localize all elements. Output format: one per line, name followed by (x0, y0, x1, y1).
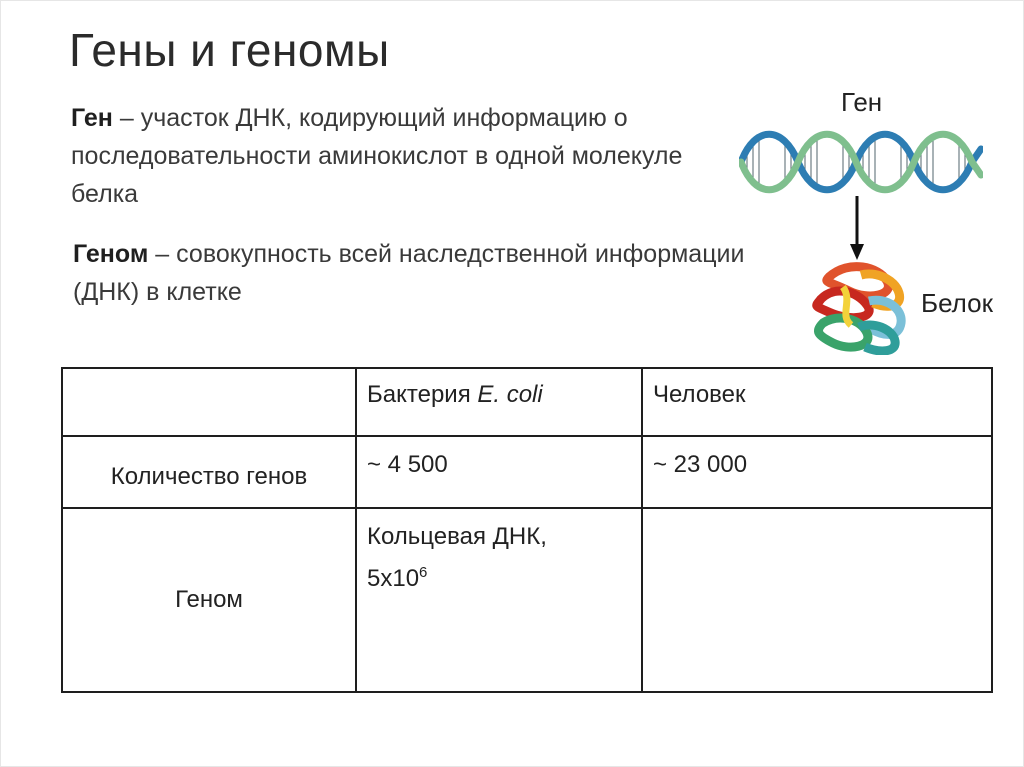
down-arrow-icon (847, 196, 867, 262)
row-label-genome: Геном (62, 508, 356, 692)
dna-strand-b (741, 134, 981, 190)
bacteria-genome-exponent: 6 (419, 564, 428, 581)
table-header-human: Человек (642, 368, 992, 436)
gene-dash: – (112, 104, 141, 132)
table-row (62, 508, 992, 692)
table-header-empty (62, 368, 356, 436)
gene-definition-text: участок ДНК, кодирующий информацию о последовательности аминокислот в одной молекуле белка (71, 104, 683, 208)
table-header-row (62, 368, 992, 436)
cell-bacteria-genome (356, 508, 642, 692)
dna-strand-a (741, 134, 981, 190)
genome-term: Геном (73, 240, 149, 268)
gene-definition (71, 99, 751, 213)
protein-structure-icon (809, 257, 909, 355)
table-header-bacteria (356, 368, 642, 436)
slide-title: Гены и геномы (69, 24, 390, 76)
gene-label: Ген (841, 87, 883, 117)
row-label-gene-count: Количество генов (62, 436, 356, 508)
header-species-name: E. coli (477, 381, 543, 408)
genome-definition (73, 235, 753, 311)
protein-label: Белок (921, 288, 993, 318)
genome-dash: – (148, 240, 177, 268)
genome-definition-text: совокупность всей наследственной информации (ДНК) в клетке (73, 240, 745, 306)
bacteria-genome-line1: Кольцевая ДНК, (367, 523, 547, 550)
gene-term: Ген (71, 104, 113, 132)
header-bacteria-label: Бактерия (367, 381, 478, 408)
table-row (62, 436, 992, 508)
cell-human-gene-count: ~ 23 000 (642, 436, 992, 508)
cell-bacteria-gene-count: ~ 4 500 (356, 436, 642, 508)
genome-comparison-table (61, 367, 993, 693)
dna-helix-icon (739, 129, 983, 195)
bacteria-genome-size: 5x10 (367, 565, 420, 592)
cell-human-genome (642, 508, 992, 692)
